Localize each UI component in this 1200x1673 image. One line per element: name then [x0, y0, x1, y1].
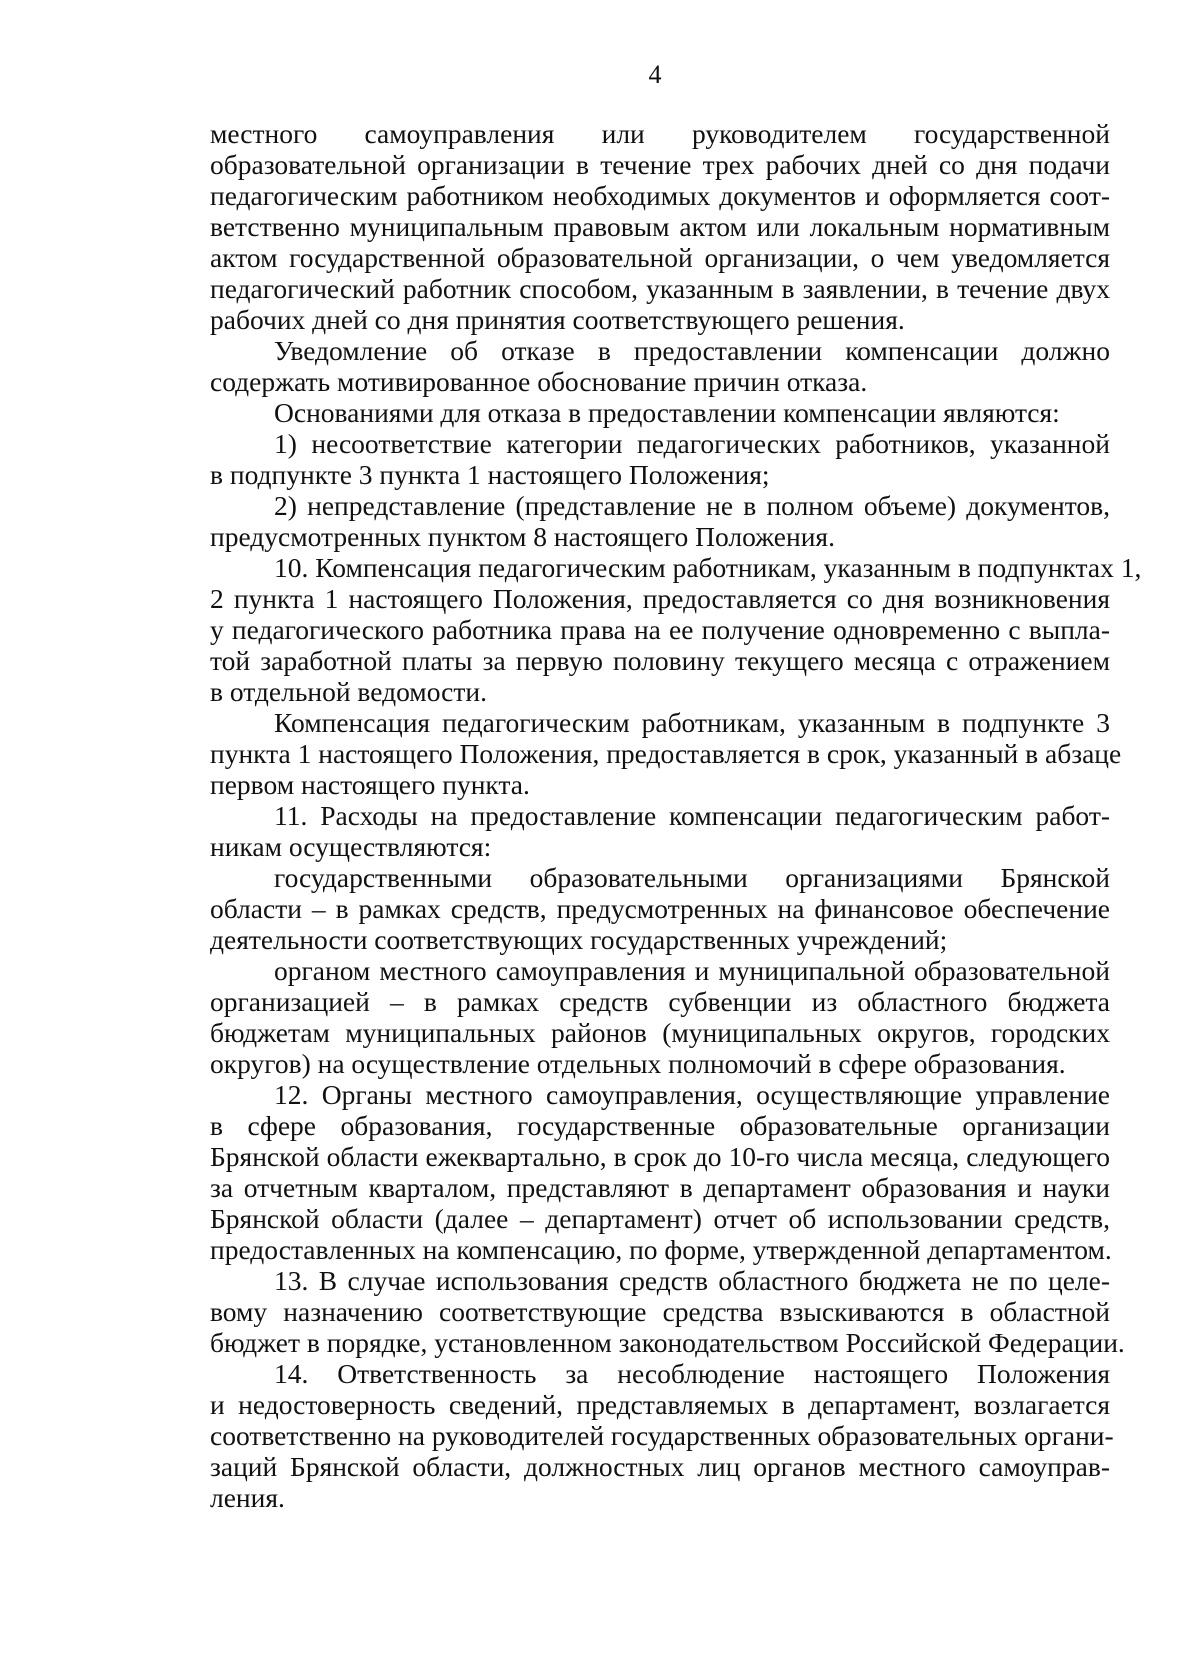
text-line: предоставленных на компенсацию, по форме, утвержденной департаментом.	[210, 1234, 1112, 1265]
document-body	[210, 118, 1142, 1513]
paragraph	[210, 490, 1110, 552]
text-line: ления.	[210, 1482, 285, 1513]
paragraph	[210, 800, 1110, 862]
text-line: никам осуществляются:	[210, 831, 492, 862]
text-line: местного самоуправления или руководителем государственной	[210, 118, 1110, 149]
text-line: органом местного самоуправления и муниципальной образовательной	[274, 955, 1110, 986]
text-line: округов) на осуществление отдельных полномочий в сфере образования.	[210, 1048, 1066, 1079]
text-line: Уведомление об отказе в предоставлении компенсации должно	[274, 335, 1110, 366]
text-line: 2) непредставление (представление не в полном объеме) документов,	[274, 490, 1110, 521]
text-line: педагогический работник способом, указанным в заявлении, в течение двух	[210, 273, 1110, 304]
text-line: той заработной платы за первую половину текущего месяца с отражением	[210, 645, 1110, 676]
paragraph	[210, 118, 1110, 335]
text-line: бюджетам муниципальных районов (муниципальных округов, городских	[210, 1017, 1110, 1048]
text-line: вому назначению соответствующие средства взыскиваются в областной	[210, 1296, 1110, 1327]
paragraph	[210, 862, 1110, 955]
text-line: 11. Расходы на предоставление компенсации педагогическим работ-	[274, 800, 1110, 831]
text-line: заций Брянской области, должностных лиц органов местного самоуправ-	[210, 1451, 1110, 1482]
text-line: в отдельной ведомости.	[210, 676, 487, 707]
text-line: и недостоверность сведений, представляемых в департамент, возлагается	[210, 1389, 1110, 1420]
text-line: Брянской области (далее – департамент) отчет об использовании средств,	[210, 1203, 1110, 1234]
text-line: актом государственной образовательной организации, о чем уведомляется	[210, 242, 1110, 273]
text-line: области – в рамках средств, предусмотренных на финансовое обеспечение	[210, 893, 1110, 924]
paragraph	[210, 552, 1142, 707]
text-line: бюджет в порядке, установленном законодательством Российской Федерации.	[210, 1327, 1125, 1358]
text-line: Компенсация педагогическим работникам, указанным в подпункте 3	[274, 707, 1110, 738]
text-line: Брянской области ежеквартально, в срок до 10-го числа месяца, следующего	[210, 1141, 1110, 1172]
text-line: организацией – в рамках средств субвенции из областного бюджета	[210, 986, 1110, 1017]
text-line: 2 пункта 1 настоящего Положения, предоставляется со дня возникновения	[210, 583, 1110, 614]
page-number: 4	[648, 60, 662, 89]
text-line: за отчетным кварталом, представляют в департамент образования и науки	[210, 1172, 1110, 1203]
paragraph	[210, 428, 1110, 490]
text-line: у педагогического работника права на ее получение одновременно с выпла-	[210, 614, 1110, 645]
text-line: 13. В случае использования средств областного бюджета не по целе-	[274, 1265, 1110, 1296]
text-line: содержать мотивированное обоснование причин отказа.	[210, 366, 868, 397]
text-line: рабочих дней со дня принятия соответствующего решения.	[210, 304, 905, 335]
text-line: деятельности соответствующих государственных учреждений;	[210, 924, 948, 955]
paragraph	[210, 1358, 1114, 1513]
text-line: в подпункте 3 пункта 1 настоящего Положения;	[210, 459, 770, 490]
paragraph	[210, 397, 1110, 428]
text-line: 14. Ответственность за несоблюдение настоящего Положения	[274, 1358, 1110, 1389]
text-line: первом настоящего пункта.	[210, 769, 530, 800]
text-line: ветственно муниципальным правовым актом или локальным нормативным	[210, 211, 1110, 242]
paragraph	[210, 707, 1122, 800]
paragraph	[210, 335, 1110, 397]
text-line: пункта 1 настоящего Положения, предоставляется в срок, указанный в абзаце	[210, 738, 1122, 769]
text-line: в сфере образования, государственные образовательные организации	[210, 1110, 1110, 1141]
paragraph	[210, 1265, 1125, 1358]
text-line: 1) несоответствие категории педагогических работников, указанной	[274, 428, 1110, 459]
paragraph	[210, 1079, 1110, 1265]
paragraph	[210, 955, 1110, 1079]
text-line: 10. Компенсация педагогическим работникам, указанным в подпунктах 1,	[274, 552, 1142, 583]
text-line: Основаниями для отказа в предоставлении компенсации являются:	[274, 397, 1060, 428]
text-line: образовательной организации в течение трех рабочих дней со дня подачи	[210, 149, 1110, 180]
text-line: соответственно на руководителей государственных образовательных органи-	[210, 1420, 1114, 1451]
text-line: предусмотренных пунктом 8 настоящего Положения.	[210, 521, 835, 552]
text-line: 12. Органы местного самоуправления, осуществляющие управление	[274, 1079, 1110, 1110]
text-line: государственными образовательными организациями Брянской	[274, 862, 1110, 893]
text-line: педагогическим работником необходимых документов и оформляется соот-	[210, 180, 1110, 211]
